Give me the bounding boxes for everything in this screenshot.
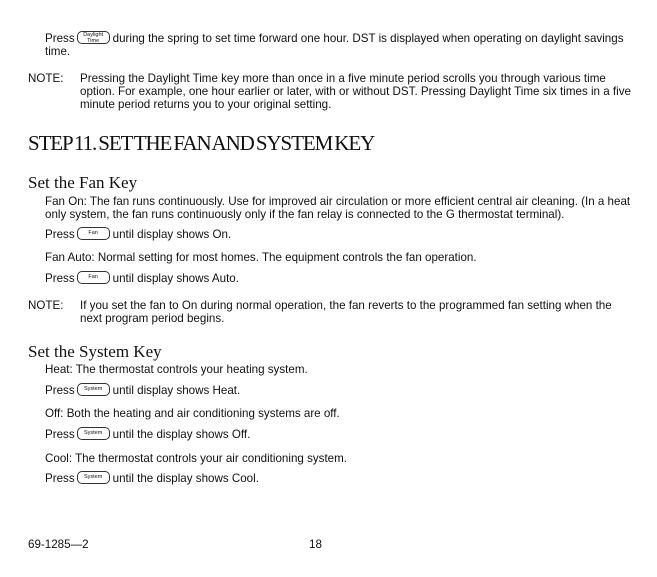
intro-text: during the spring to set time forward one hour. DST is displayed when operating on daylight savings [112,32,624,45]
doc-number: 69-1285—2 [28,538,89,551]
heat-text: Heat: The thermostat controls your heating system. [45,363,308,376]
note-text-line: next program period begins. [80,312,225,325]
fan-section-heading: Set the Fan Key [28,173,138,192]
fan-press-auto [45,272,239,286]
fan-on-text: only system, the fan runs continuously only if the fan relay is connected to the G thermostat terminal). [45,208,565,221]
fan-auto-text: Fan Auto: Normal setting for most homes. The equipment controls the fan operation. [45,251,477,264]
press-instruction: until display shows Heat. [112,384,241,397]
intro-line-1 [45,32,624,46]
system-press-heat [45,384,240,398]
press-instruction: until the display shows Cool. [112,472,259,485]
page-number: 18 [309,538,322,551]
press-label: Press [45,428,75,441]
intro-line-2: time. [45,45,71,58]
system-key-icon: System [77,427,110,440]
note-label: NOTE: [28,72,64,85]
press-label: Press [45,472,75,485]
note-text-line: If you set the fan to On during normal operation, the fan reverts to the programmed fan setting when the [80,299,612,312]
system-press-cool [45,472,259,486]
fan-key-icon: Fan [77,271,110,284]
fan-press-on [45,228,231,242]
press-label: Press [45,272,75,285]
note-label: NOTE: [28,299,64,312]
system-key-icon: System [77,383,110,396]
system-press-off [45,428,250,442]
press-label: Press [45,228,75,241]
note-text-line: option. For example, one hour earlier or later, with or without DST. Pressing Daylight Time six times in a five [80,85,631,98]
note-text-line: Pressing the Daylight Time key more than once in a five minute period scrolls you through various time [80,72,606,85]
press-instruction: until display shows Auto. [112,272,239,285]
off-text: Off: Both the heating and air conditioning systems are off. [45,407,340,420]
press-instruction: until the display shows Off. [112,428,251,441]
press-label: Press [45,384,75,397]
system-section-heading: Set the System Key [28,342,162,361]
fan-key-icon: Fan [77,227,110,240]
note-text-line: minute period returns you to your original setting. [80,98,332,111]
step-heading: STEP 11. SET THE FAN AND SYSTEM KEY [28,131,375,155]
daylight-time-key-icon [77,31,110,44]
cool-text: Cool: The thermostat controls your air conditioning system. [45,452,348,465]
press-instruction: until display shows On. [112,228,232,241]
fan-on-text: Fan On: The fan runs continuously. Use for improved air circulation or more efficient central air cleaning. (In a heat [45,195,631,208]
system-key-icon: System [77,471,110,484]
press-label: Press [45,32,75,45]
key-line: Daylight [83,32,104,39]
key-line: Time [87,38,100,45]
